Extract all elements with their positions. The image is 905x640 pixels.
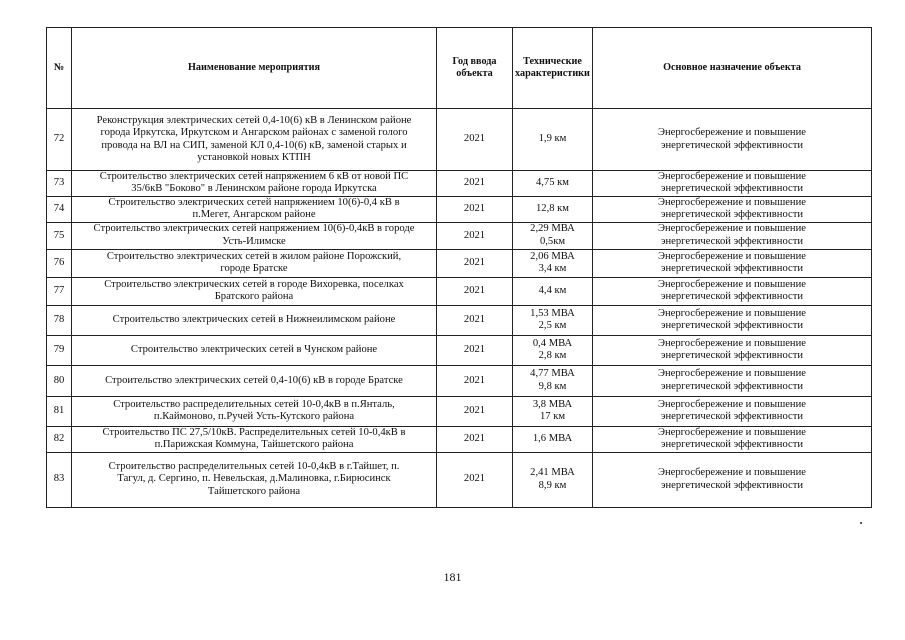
measure-name-cell-line: п.Парижская Коммуна, Тайшетского района (154, 439, 354, 451)
purpose-cell (593, 109, 872, 171)
measure-name-cell-line: Строительство электрических сетей в жилом районе Порожский, (106, 250, 402, 262)
measure-name-cell (72, 249, 437, 277)
tech-spec-cell-line: 17 км (539, 411, 566, 423)
tech-spec-cell-line: 4,4 км (538, 285, 567, 297)
tech-spec-cell (513, 426, 593, 452)
year-cell: 2021 (437, 365, 513, 396)
row-number-cell: 82 (47, 426, 72, 452)
tech-spec-cell (513, 396, 593, 426)
purpose-cell-line: энергетической эффективности (660, 320, 804, 332)
purpose-cell-line: Энергосбережение и повышение (658, 398, 806, 410)
measure-name-cell-line: п.Каймоново, п.Ручей Усть-Кутского района (153, 411, 355, 423)
table-row (47, 452, 872, 507)
table-row (47, 396, 872, 426)
row-number-cell: 74 (47, 196, 72, 222)
tech-spec-cell-line: 4,77 МВА (530, 368, 575, 380)
measure-name-cell-line: Реконструкция электрических сетей 0,4-10(6) кВ в Ленинском районе (96, 114, 412, 126)
tech-spec-cell-line: 4,75 км (535, 177, 570, 189)
table-row (47, 335, 872, 365)
tech-spec-cell (513, 365, 593, 396)
year-cell: 2021 (437, 196, 513, 222)
tech-spec-cell (513, 335, 593, 365)
purpose-cell-line: Энергосбережение и повышение (658, 307, 806, 319)
measure-name-cell (72, 335, 437, 365)
purpose-cell-line: энергетической эффективности (660, 209, 804, 221)
purpose-cell-line: Энергосбережение и повышение (658, 223, 806, 235)
measure-name-cell-line: Строительство ПС 27,5/10кВ. Распределительных сетей 10-0,4кВ в (102, 426, 406, 438)
purpose-cell (593, 396, 872, 426)
purpose-cell-line: энергетической эффективности (660, 183, 804, 195)
row-number-cell: 76 (47, 249, 72, 277)
purpose-cell-line: энергетической эффективности (660, 235, 804, 247)
year-cell: 2021 (437, 249, 513, 277)
page-number: 181 (443, 570, 462, 584)
tech-spec-cell (513, 171, 593, 197)
year-cell: 2021 (437, 335, 513, 365)
purpose-cell (593, 426, 872, 452)
measures-table (46, 27, 872, 508)
header-year-line: объекта (456, 68, 493, 79)
purpose-cell-line: Энергосбережение и повышение (658, 426, 806, 438)
measure-name-cell-line: Строительство электрических сетей напряжением 10(6)-0,4кВ в городе (93, 223, 415, 235)
purpose-cell-line: Энергосбережение и повышение (658, 250, 806, 262)
year-cell: 2021 (437, 171, 513, 197)
year-cell: 2021 (437, 396, 513, 426)
measure-name-cell (72, 277, 437, 305)
purpose-cell-line: энергетической эффективности (660, 263, 804, 275)
purpose-cell (593, 222, 872, 249)
measure-name-cell-line: Строительство распределительных сетей 10-0,4кВ в г.Тайшет, п. (108, 461, 400, 473)
table-body (47, 109, 872, 508)
header-purpose: Основное назначение объекта (593, 28, 872, 109)
purpose-cell (593, 277, 872, 305)
tech-spec-cell-line: 2,41 МВА (530, 467, 575, 479)
row-number-cell: 73 (47, 171, 72, 197)
table-row (47, 222, 872, 249)
tech-spec-cell-line: 12,8 км (535, 203, 570, 215)
purpose-cell-line: энергетической эффективности (660, 350, 804, 362)
tech-spec-cell-line: 8,9 км (538, 479, 567, 491)
table-row (47, 426, 872, 452)
tech-spec-cell-line: 1,53 МВА (530, 307, 575, 319)
purpose-cell (593, 249, 872, 277)
purpose-cell-line: энергетической эффективности (660, 479, 804, 491)
purpose-cell-line: Энергосбережение и повышение (658, 127, 806, 139)
measure-name-cell-line: Братского района (214, 291, 294, 303)
tech-spec-cell-line: 0,4 МВА (532, 337, 573, 349)
tech-spec-cell (513, 305, 593, 335)
table-row (47, 365, 872, 396)
row-number-cell: 72 (47, 109, 72, 171)
row-number-cell: 79 (47, 335, 72, 365)
row-number-cell: 75 (47, 222, 72, 249)
tech-spec-cell (513, 109, 593, 171)
header-tech (513, 28, 593, 109)
measure-name-cell-line: 35/6кВ "Боково" в Ленинском районе города Иркутска (131, 183, 377, 195)
tech-spec-cell (513, 249, 593, 277)
table-row (47, 109, 872, 171)
measure-name-cell-line: Строительство электрических сетей напряжением 10(6)-0,4 кВ в (108, 196, 400, 208)
tech-spec-cell-line: 3,8 МВА (532, 398, 573, 410)
row-number-cell: 80 (47, 365, 72, 396)
measure-name-cell-line: Строительство распределительных сетей 10-0,4кВ в п.Янталь, (113, 398, 395, 410)
measure-name-cell-line: Строительство электрических сетей в Чунском районе (130, 344, 378, 356)
tech-spec-cell (513, 222, 593, 249)
table-header-row (47, 28, 872, 109)
purpose-cell (593, 365, 872, 396)
row-number-cell: 83 (47, 452, 72, 507)
scan-speck (860, 522, 862, 524)
purpose-cell (593, 196, 872, 222)
row-number-cell: 81 (47, 396, 72, 426)
measure-name-cell-line: города Иркутска, Иркутском и Ангарском районах с заменой голого (100, 127, 408, 139)
row-number-cell: 78 (47, 305, 72, 335)
tech-spec-cell (513, 196, 593, 222)
year-cell: 2021 (437, 109, 513, 171)
year-cell: 2021 (437, 277, 513, 305)
tech-spec-cell-line: 2,06 МВА (530, 250, 575, 262)
purpose-cell (593, 452, 872, 507)
tech-spec-cell-line: 2,29 МВА (530, 223, 575, 235)
purpose-cell-line: Энергосбережение и повышение (658, 278, 806, 290)
measure-name-cell-line: Тагул, д. Сергино, п. Невельская, д.Малиновка, г.Бирюсинск (117, 473, 391, 485)
table-row (47, 277, 872, 305)
measure-name-cell-line: городе Братске (220, 263, 288, 275)
table-row (47, 171, 872, 197)
tech-spec-cell-line: 2,5 км (538, 320, 567, 332)
purpose-cell-line: энергетической эффективности (660, 291, 804, 303)
purpose-cell-line: Энергосбережение и повышение (658, 171, 806, 182)
measure-name-cell (72, 171, 437, 197)
purpose-cell-line: Энергосбережение и повышение (658, 467, 806, 479)
table-row (47, 305, 872, 335)
measure-name-cell (72, 452, 437, 507)
header-year-line: Год ввода (452, 55, 497, 67)
table-row (47, 196, 872, 222)
year-cell: 2021 (437, 452, 513, 507)
measure-name-cell (72, 396, 437, 426)
purpose-cell-line: Энергосбережение и повышение (658, 337, 806, 349)
purpose-cell-line: Энергосбережение и повышение (658, 368, 806, 380)
measure-name-cell (72, 305, 437, 335)
measure-name-cell (72, 196, 437, 222)
measure-name-cell-line: провода на ВЛ на СИП, заменой КЛ 0,4-10(6) кВ, заменой старых и (101, 139, 407, 151)
header-num: № (47, 28, 72, 109)
year-cell: 2021 (437, 426, 513, 452)
measure-name-cell-line: Строительство электрических сетей напряжением 6 кВ от новой ПС (99, 171, 409, 182)
measure-name-cell (72, 109, 437, 171)
measure-name-cell (72, 365, 437, 396)
measure-name-cell (72, 426, 437, 452)
tech-spec-cell (513, 277, 593, 305)
purpose-cell-line: Энергосбережение и повышение (658, 196, 806, 208)
purpose-cell-line: энергетической эффективности (660, 439, 804, 451)
purpose-cell-line: энергетической эффективности (660, 380, 804, 392)
year-cell: 2021 (437, 305, 513, 335)
year-cell: 2021 (437, 222, 513, 249)
tech-spec-cell (513, 452, 593, 507)
header-name: Наименование мероприятия (72, 28, 437, 109)
measure-name-cell-line: Строительство электрических сетей в Нижнеилимском районе (112, 314, 396, 326)
tech-spec-cell-line: 1,6 МВА (532, 433, 573, 445)
tech-spec-cell-line: 9,8 км (538, 380, 567, 392)
row-number-cell: 77 (47, 277, 72, 305)
header-tech-line: Технические (523, 55, 582, 67)
table-row (47, 249, 872, 277)
header-year (437, 28, 513, 109)
measure-name-cell-line: п.Мегет, Ангарском районе (192, 209, 316, 221)
purpose-cell (593, 171, 872, 197)
tech-spec-cell-line: 1,9 км (538, 133, 567, 145)
purpose-cell (593, 335, 872, 365)
header-tech-line: характеристики (515, 68, 590, 79)
purpose-cell-line: энергетической эффективности (660, 139, 804, 151)
tech-spec-cell-line: 2,8 км (538, 350, 567, 362)
measure-name-cell-line: Усть-Илимске (222, 235, 286, 247)
tech-spec-cell-line: 0,5км (539, 235, 566, 247)
measure-name-cell-line: Тайшетского района (207, 485, 301, 497)
measure-name-cell-line: Строительство электрических сетей в городе Вихоревка, поселках (104, 278, 404, 290)
measure-name-cell-line: Строительство электрических сетей 0,4-10(6) кВ в городе Братске (105, 374, 403, 386)
tech-spec-cell-line: 3,4 км (538, 263, 567, 275)
purpose-cell (593, 305, 872, 335)
measure-name-cell-line: установкой новых КТПН (197, 151, 311, 163)
measure-name-cell (72, 222, 437, 249)
purpose-cell-line: энергетической эффективности (660, 411, 804, 423)
